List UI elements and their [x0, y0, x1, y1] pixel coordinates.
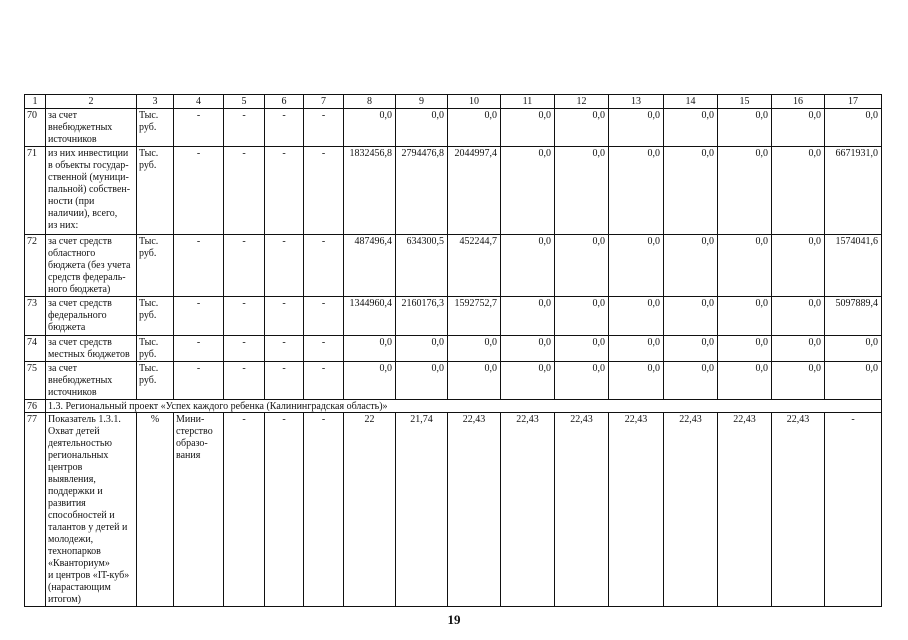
- table-cell: 452244,7: [448, 235, 501, 297]
- table-cell: 22,43: [448, 413, 501, 607]
- table-cell: 0,0: [718, 235, 772, 297]
- table-cell: 0,0: [344, 336, 396, 362]
- table-row: [25, 362, 882, 400]
- table-cell: -: [224, 413, 265, 607]
- table-cell: -: [304, 235, 344, 297]
- table-cell: 0,0: [555, 362, 609, 400]
- table-cell: 0,0: [609, 362, 664, 400]
- table-cell: 0,0: [448, 109, 501, 147]
- table-cell: 22,43: [718, 413, 772, 607]
- header-cell: 2: [46, 95, 137, 109]
- table-cell: -: [304, 413, 344, 607]
- table-cell: 1344960,4: [344, 297, 396, 336]
- indicator-row: [25, 413, 882, 607]
- table-row: [25, 336, 882, 362]
- table-cell: 0,0: [396, 109, 448, 147]
- table-cell: -: [174, 297, 224, 336]
- table-body: [25, 95, 882, 607]
- table-cell: 0,0: [609, 147, 664, 235]
- header-cell: 14: [664, 95, 718, 109]
- table-cell: 0,0: [501, 297, 555, 336]
- table-cell: 22,43: [772, 413, 825, 607]
- table-cell: 0,0: [344, 109, 396, 147]
- table-cell: 1832456,8: [344, 147, 396, 235]
- table-cell: -: [304, 336, 344, 362]
- table-cell: из них инвестиции в объекты государ- ственной (муници- пальной) собствен- ности (при наличии), всего, из них:: [46, 147, 137, 235]
- header-cell: 17: [825, 95, 882, 109]
- table-cell: 22,43: [555, 413, 609, 607]
- table-cell: 0,0: [501, 109, 555, 147]
- header-cell: 5: [224, 95, 265, 109]
- table-cell: 0,0: [718, 109, 772, 147]
- table-cell: -: [174, 109, 224, 147]
- table-cell: 0,0: [344, 362, 396, 400]
- table-cell: 0,0: [664, 235, 718, 297]
- table-cell: 0,0: [501, 336, 555, 362]
- table-cell: Тыс. руб.: [137, 362, 174, 400]
- table-cell: -: [174, 235, 224, 297]
- table-cell: -: [224, 297, 265, 336]
- header-cell: 7: [304, 95, 344, 109]
- table-cell: 0,0: [664, 297, 718, 336]
- table-cell: 0,0: [664, 147, 718, 235]
- table-row: [25, 147, 882, 235]
- data-table: [24, 94, 882, 607]
- table-cell: 0,0: [825, 336, 882, 362]
- table-cell: -: [304, 362, 344, 400]
- table-cell: -: [224, 109, 265, 147]
- table-cell: -: [265, 235, 304, 297]
- table-cell: 0,0: [448, 336, 501, 362]
- table-cell: 6671931,0: [825, 147, 882, 235]
- table-cell: Мини- стерство образо- вания: [174, 413, 224, 607]
- table-cell: 75: [25, 362, 46, 400]
- table-cell: 0,0: [609, 297, 664, 336]
- table-cell: -: [224, 362, 265, 400]
- table-cell: 0,0: [664, 336, 718, 362]
- section-row: [25, 400, 882, 413]
- header-cell: 9: [396, 95, 448, 109]
- table-cell: -: [224, 147, 265, 235]
- table-cell: за счет внебюджетных источников: [46, 109, 137, 147]
- table-row: [25, 109, 882, 147]
- table-row: [25, 297, 882, 336]
- table-cell: 0,0: [501, 235, 555, 297]
- table-cell: 21,74: [396, 413, 448, 607]
- header-cell: 4: [174, 95, 224, 109]
- table-cell: 2044997,4: [448, 147, 501, 235]
- table-cell: 0,0: [555, 235, 609, 297]
- table-cell: 0,0: [555, 147, 609, 235]
- header-cell: 3: [137, 95, 174, 109]
- table-cell: 0,0: [501, 147, 555, 235]
- table-cell: 634300,5: [396, 235, 448, 297]
- header-cell: 12: [555, 95, 609, 109]
- table-cell: 0,0: [609, 235, 664, 297]
- table-cell: 0,0: [664, 109, 718, 147]
- table-cell: -: [304, 147, 344, 235]
- table-cell: 70: [25, 109, 46, 147]
- table-cell: 0,0: [718, 147, 772, 235]
- table-cell: -: [825, 413, 882, 607]
- table-cell: Тыс. руб.: [137, 109, 174, 147]
- table-cell: 0,0: [772, 147, 825, 235]
- table-cell: %: [137, 413, 174, 607]
- table-cell: 0,0: [448, 362, 501, 400]
- table-cell: -: [304, 297, 344, 336]
- table-cell: 1592752,7: [448, 297, 501, 336]
- header-row: [25, 95, 882, 109]
- table-cell: Тыс. руб.: [137, 235, 174, 297]
- header-cell: 11: [501, 95, 555, 109]
- table-cell: -: [224, 235, 265, 297]
- table-cell: 1574041,6: [825, 235, 882, 297]
- header-cell: 13: [609, 95, 664, 109]
- table-cell: 5097889,4: [825, 297, 882, 336]
- header-cell: 8: [344, 95, 396, 109]
- table-cell: 0,0: [555, 297, 609, 336]
- table-cell: 0,0: [396, 336, 448, 362]
- table-cell: 0,0: [825, 109, 882, 147]
- table-cell: 2160176,3: [396, 297, 448, 336]
- table-cell: -: [265, 109, 304, 147]
- table-cell: 77: [25, 413, 46, 607]
- table-cell: -: [265, 147, 304, 235]
- header-cell: 1: [25, 95, 46, 109]
- table-cell: Тыс. руб.: [137, 297, 174, 336]
- table-cell: -: [174, 336, 224, 362]
- table-cell: Тыс. руб.: [137, 336, 174, 362]
- table-cell: Тыс. руб.: [137, 147, 174, 235]
- table-cell: за счет внебюджетных источников: [46, 362, 137, 400]
- table-cell: 0,0: [772, 336, 825, 362]
- table-cell: 22,43: [664, 413, 718, 607]
- table-cell: 0,0: [825, 362, 882, 400]
- table-cell: 0,0: [718, 297, 772, 336]
- table-cell: 0,0: [555, 336, 609, 362]
- table-cell: 0,0: [555, 109, 609, 147]
- page-number: 19: [447, 612, 461, 627]
- header-cell: 6: [265, 95, 304, 109]
- table-cell: -: [174, 362, 224, 400]
- table-cell: -: [265, 362, 304, 400]
- table-cell: 0,0: [772, 297, 825, 336]
- table-cell: 74: [25, 336, 46, 362]
- table-cell: 0,0: [609, 109, 664, 147]
- table-cell: 0,0: [772, 362, 825, 400]
- table-cell: за счет средств областного бюджета (без учета средств федераль- ного бюджета): [46, 235, 137, 297]
- section-number: 76: [25, 400, 46, 413]
- table-cell: -: [265, 297, 304, 336]
- table-cell: 0,0: [609, 336, 664, 362]
- table-cell: 0,0: [501, 362, 555, 400]
- section-title: 1.3. Региональный проект «Успех каждого ребенка (Калининградская область)»: [46, 400, 882, 413]
- table-cell: -: [224, 336, 265, 362]
- table-cell: 0,0: [718, 362, 772, 400]
- table-cell: 0,0: [396, 362, 448, 400]
- table-cell: -: [304, 109, 344, 147]
- table-cell: 0,0: [718, 336, 772, 362]
- table-cell: 0,0: [772, 235, 825, 297]
- table-cell: 22,43: [609, 413, 664, 607]
- table-cell: 487496,4: [344, 235, 396, 297]
- table-row: [25, 235, 882, 297]
- table-cell: 22,43: [501, 413, 555, 607]
- table-cell: 72: [25, 235, 46, 297]
- table-cell: 2794476,8: [396, 147, 448, 235]
- table-cell: -: [265, 413, 304, 607]
- table-cell: -: [265, 336, 304, 362]
- table-cell: за счет средств федерального бюджета: [46, 297, 137, 336]
- header-cell: 10: [448, 95, 501, 109]
- header-cell: 16: [772, 95, 825, 109]
- table-cell: за счет средств местных бюджетов: [46, 336, 137, 362]
- table-cell: 0,0: [664, 362, 718, 400]
- table-cell: -: [174, 147, 224, 235]
- table-cell: 0,0: [772, 109, 825, 147]
- table-cell: 73: [25, 297, 46, 336]
- table-cell: Показатель 1.3.1. Охват детей деятельностью региональных центров выявления, поддержки и развития способностей и талантов у детей и молодежи, технопарков «Кванториум» и центров «IT-куб» (нарастающим итогом): [46, 413, 137, 607]
- table-cell: 71: [25, 147, 46, 235]
- header-cell: 15: [718, 95, 772, 109]
- table-cell: 22: [344, 413, 396, 607]
